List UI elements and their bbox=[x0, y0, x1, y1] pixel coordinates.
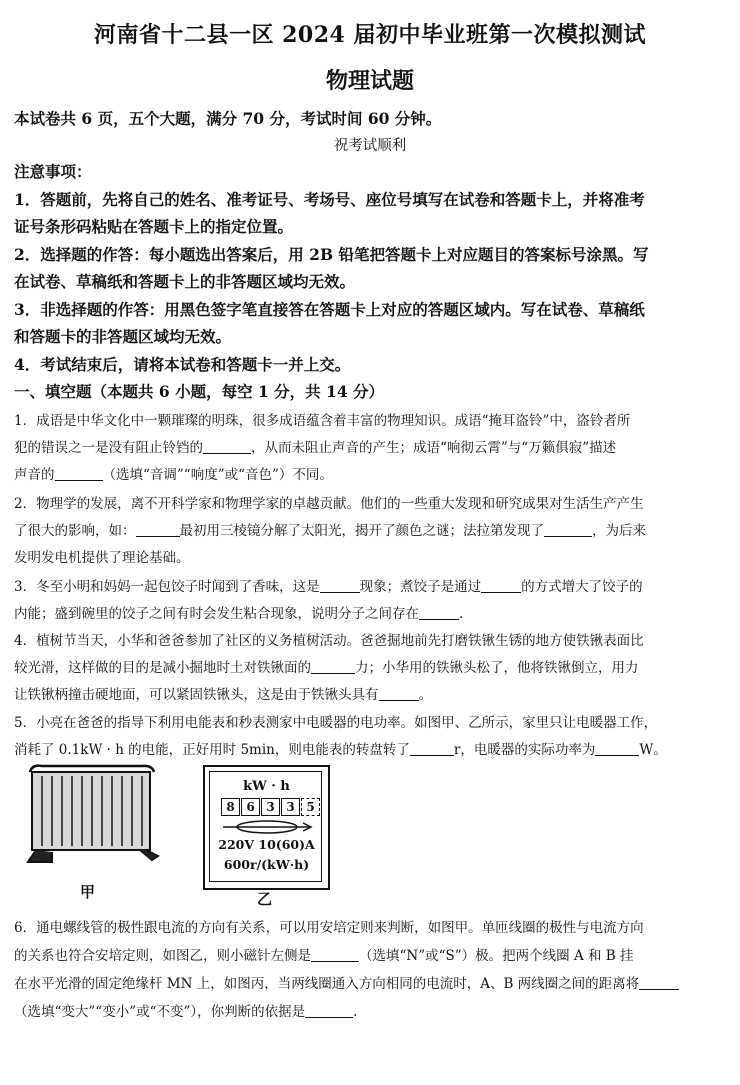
answer-blank[interactable] bbox=[481, 579, 521, 594]
meter-disk-icon bbox=[219, 819, 315, 835]
exam-subtitle: 物理试题 bbox=[325, 68, 414, 94]
exam-wish: 祝考试顺利 bbox=[333, 138, 407, 154]
q6-text: 在水平光滑的固定绝缘杆 MN 上，如图丙，当两线圈通入方向相同的电流时，A、B 两线圈之间的距离将 bbox=[14, 976, 640, 992]
meter-digit: 3 bbox=[261, 798, 280, 816]
figure-label-yi: 乙 bbox=[257, 890, 273, 908]
q3-line-1 bbox=[14, 575, 726, 595]
q3-text: 现象；煮饺子是通过 bbox=[359, 579, 482, 595]
q1-line-2 bbox=[14, 436, 726, 456]
q6-line-4 bbox=[14, 1000, 726, 1020]
q5-text: W。 bbox=[639, 742, 667, 758]
q2-line-3: 发明发电机提供了理论基础。 bbox=[14, 550, 190, 566]
q1-line-3 bbox=[14, 463, 726, 483]
q4-line-3 bbox=[14, 683, 726, 703]
q1-text: （选填“音调”“响度”或“音色”）不同。 bbox=[102, 467, 333, 483]
q1-text: 声音的 bbox=[14, 467, 55, 483]
meter-digit: 3 bbox=[281, 798, 300, 816]
q2-line-1: 2．物理学的发展，离不开科学家和物理学家的卓越贡献。他们的一些重大发现和研究成果对生活生产产生 bbox=[14, 496, 644, 512]
notes-heading: 注意事项： bbox=[14, 162, 92, 181]
meter-digit: 6 bbox=[241, 798, 260, 816]
q4-text: 较光滑，这样做的目的是减小掘地时土对铁锹面的 bbox=[14, 660, 311, 676]
answer-blank[interactable] bbox=[410, 742, 454, 757]
answer-blank[interactable] bbox=[305, 1004, 353, 1019]
note-1-line-1: 1．答题前，先将自己的姓名、准考证号、考场号、座位号填写在试卷和答题卡上，并将准考 bbox=[14, 190, 645, 209]
note-4: 4．考试结束后，请将本试卷和答题卡一并上交。 bbox=[14, 355, 351, 374]
figure-label-jia: 甲 bbox=[80, 883, 96, 901]
answer-blank[interactable] bbox=[595, 742, 639, 757]
q6-text: . bbox=[353, 1004, 358, 1020]
q2-text: 了很大的影响，如： bbox=[14, 523, 136, 539]
q5-line-2 bbox=[14, 738, 726, 758]
q6-text: 的关系也符合安培定则，如图乙，则小磁针左侧是 bbox=[14, 948, 311, 964]
q5-text: r，电暖器的实际功率为 bbox=[453, 742, 596, 758]
q3-text: 的方式增大了饺子的 bbox=[521, 579, 643, 595]
note-2-line-2: 在试卷、草稿纸和答题卡上的非答题区域均无效。 bbox=[14, 272, 356, 291]
q6-text: （选填“N”或“S”）极。把两个线圈 A 和 B 挂 bbox=[359, 948, 634, 964]
q6-line-2 bbox=[14, 944, 726, 964]
answer-blank[interactable] bbox=[55, 467, 103, 482]
note-3-line-1: 3．非选择题的作答：用黑色签字笔直接答在答题卡上对应的答题区域内。写在试卷、草稿纸 bbox=[14, 300, 645, 319]
exam-title: 河南省十二县一区 2024 届初中毕业班第一次模拟测试 bbox=[93, 22, 647, 48]
exam-info: 本试卷共 6 页，五个大题，满分 70 分，考试时间 60 分钟。 bbox=[14, 109, 442, 128]
q3-text: . bbox=[459, 606, 464, 622]
q3-line-2 bbox=[14, 602, 726, 622]
note-2-line-1: 2．选择题的作答：每小题选出答案后，用 2B 铅笔把答题卡上对应题目的答案标号涂黑。写 bbox=[14, 245, 649, 264]
note-1-line-2: 证号条形码粘贴在答题卡上的指定位置。 bbox=[14, 217, 294, 236]
answer-blank[interactable] bbox=[419, 606, 459, 621]
answer-blank[interactable] bbox=[311, 660, 355, 675]
q1-line-1: 1．成语是中华文化中一颗璀璨的明珠，很多成语蕴含着丰富的物理知识。成语“掩耳盗铃”中，盗铃者所 bbox=[14, 413, 631, 429]
note-3-line-2: 和答题卡的非答题区域均无效。 bbox=[14, 327, 232, 346]
answer-blank[interactable] bbox=[379, 687, 419, 702]
answer-blank[interactable] bbox=[544, 523, 592, 538]
q6-line-3 bbox=[14, 972, 726, 992]
answer-blank[interactable] bbox=[203, 440, 251, 455]
q4-text: 让铁锹柄撞击硬地面，可以紧固铁锹头，这是由于铁锹头具有 bbox=[14, 687, 379, 703]
answer-blank[interactable] bbox=[311, 948, 359, 963]
q4-line-2 bbox=[14, 656, 726, 676]
q4-text: 力；小华用的铁锹头松了，他将铁锹倒立，用力 bbox=[355, 660, 639, 676]
meter-constant: 600r/(kW·h) bbox=[223, 857, 310, 872]
q2-text: 最初用三棱镜分解了太阳光，揭开了颜色之谜；法拉第发现了 bbox=[179, 523, 544, 539]
q5-text: 消耗了 0.1kW · h 的电能，正好用时 5min，则电能表的转盘转了 bbox=[14, 742, 410, 758]
q5-line-1: 5．小亮在爸爸的指导下利用电能表和秒表测家中电暖器的电功率。如图甲、乙所示，家里只让电暖器工作， bbox=[14, 715, 658, 731]
q1-text: ，从而未阻止声音的产生；成语“响彻云霄”与“万籁俱寂”描述 bbox=[251, 440, 617, 456]
q3-text: 3．冬至小明和妈妈一起包饺子时闻到了香味，这是 bbox=[14, 579, 320, 595]
electric-heater-figure bbox=[22, 762, 162, 872]
q6-line-1: 6．通电螺线管的极性跟电流的方向有关系，可以用安培定则来判断，如图甲。单匝线圈的极性与电流方向 bbox=[14, 920, 644, 936]
meter-digit: 5 bbox=[301, 798, 320, 816]
answer-blank[interactable] bbox=[639, 976, 679, 991]
q4-line-1: 4．植树节当天，小华和爸爸参加了社区的义务植树活动。爸爸掘地前先打磨铁锹生锈的地方使铁锹表面比 bbox=[14, 633, 644, 649]
q6-text: （选填“变大”“变小”或“不变”），你判断的依据是 bbox=[14, 1004, 306, 1020]
q1-text: 犯的错误之一是没有阻止铃铛的 bbox=[14, 440, 203, 456]
answer-blank[interactable] bbox=[136, 523, 180, 538]
answer-blank[interactable] bbox=[320, 579, 360, 594]
meter-spec: 220V 10(60)A bbox=[218, 837, 315, 852]
q3-text: 内能；盛到碗里的饺子之间有时会发生粘合现象，说明分子之间存在 bbox=[14, 606, 419, 622]
section-1-heading: 一、填空题（本题共 6 小题，每空 1 分，共 14 分） bbox=[14, 382, 385, 401]
q2-line-2 bbox=[14, 519, 726, 539]
q4-text: 。 bbox=[418, 687, 432, 703]
meter-digit: 8 bbox=[221, 798, 240, 816]
electric-meter-figure bbox=[203, 765, 330, 890]
meter-digit-row bbox=[221, 798, 321, 816]
meter-unit: kW · h bbox=[243, 779, 290, 794]
q2-text: ，为后来 bbox=[592, 523, 646, 539]
